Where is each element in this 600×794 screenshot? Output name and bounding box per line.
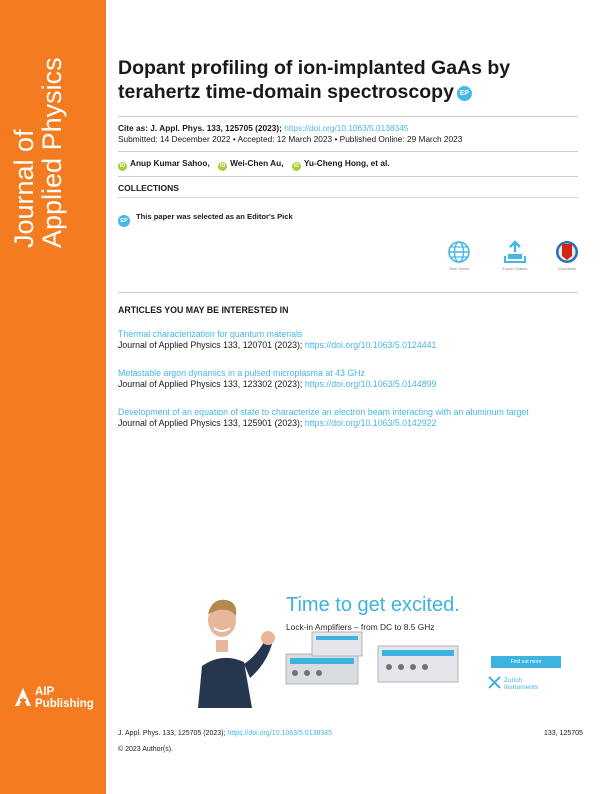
divider <box>118 151 578 152</box>
editors-pick-text: This paper was selected as an Editor's Pick <box>136 212 293 221</box>
view-online-label: View Online <box>448 267 470 271</box>
paper-title-text: Dopant profiling of ion-implanted GaAs by terahertz time-domain spectroscopy <box>118 57 511 103</box>
brand-line1: Zurich <box>504 677 523 684</box>
journal-name-line2: Applied Physics <box>37 57 67 248</box>
footer-copyright: © 2023 Author(s). <box>118 746 173 753</box>
related-article-doi-link[interactable]: https://doi.org/10.1063/5.0124441 <box>304 340 437 350</box>
lock-in-amplifier-illustration <box>282 628 462 688</box>
related-article <box>118 407 578 429</box>
orcid-icon[interactable]: iD <box>120 163 125 169</box>
view-online-button[interactable] <box>439 240 479 271</box>
cite-text: J. Appl. Phys. 133, 125705 (2023); <box>150 123 282 133</box>
cite-label: Cite as: <box>118 123 148 133</box>
publication-dates: Submitted: 14 December 2022 • Accepted: 12 March 2023 • Published Online: 29 March 2023 <box>118 134 463 144</box>
related-article-doi-link[interactable]: https://doi.org/10.1063/5.0142922 <box>304 418 437 428</box>
author-link[interactable]: Anup Kumar Sahoo, <box>130 158 210 168</box>
aip-logo-line1: AIP <box>35 686 55 698</box>
divider <box>118 292 578 293</box>
cite-doi-link[interactable]: https://doi.org/10.1063/5.0138345 <box>284 123 409 133</box>
journal-sidebar <box>0 0 106 794</box>
export-citation-button[interactable] <box>495 240 535 271</box>
divider <box>118 176 578 177</box>
editors-pick-badge-icon[interactable]: EP <box>457 86 472 101</box>
related-article <box>118 329 578 351</box>
export-icon <box>502 240 528 264</box>
related-article-title-link[interactable]: Thermal characterization for quantum materials <box>118 329 303 339</box>
crossmark-button[interactable] <box>547 240 587 271</box>
orcid-icon[interactable]: iD <box>293 163 299 169</box>
paper-title <box>118 56 578 104</box>
find-out-more-button[interactable]: Find out more <box>491 656 561 668</box>
related-article-title-link[interactable]: Development of an equation of state to characterize an electron beam interacting with an aluminum target <box>118 407 529 417</box>
author-list <box>118 158 396 171</box>
footer-doi-link[interactable]: https://doi.org/10.1063/5.0138345 <box>227 730 333 737</box>
aip-logo-line2: Publishing <box>35 698 94 710</box>
crossmark-label: CrossMark <box>557 267 577 271</box>
related-articles-heading: ARTICLES YOU MAY BE INTERESTED IN <box>118 305 289 315</box>
export-citation-label: Export Citation <box>502 267 528 271</box>
aip-logo-icon <box>14 687 32 707</box>
divider <box>118 197 578 198</box>
divider <box>118 116 578 117</box>
related-article-title-link[interactable]: Metastable argon dynamics in a pulsed microplasma at 43 GHz <box>118 368 365 378</box>
author-link[interactable]: Wei-Chen Au, <box>230 158 284 168</box>
related-article-cite: Journal of Applied Physics 133, 120701 (2023); <box>118 340 303 350</box>
person-illustration <box>178 582 288 708</box>
related-article-cite: Journal of Applied Physics 133, 123302 (2023); <box>118 379 303 389</box>
editors-pick-note <box>118 212 293 227</box>
brand-line2: Instruments <box>504 684 538 691</box>
footer-cite: J. Appl. Phys. 133, 125705 (2023); <box>118 730 226 737</box>
orcid-icon[interactable]: iD <box>220 163 226 169</box>
crossmark-icon <box>555 240 579 264</box>
author-link[interactable]: Yu-Cheng Hong, et al. <box>303 158 390 168</box>
journal-name-line1: Journal of <box>9 129 39 248</box>
collections-heading: COLLECTIONS <box>118 183 179 193</box>
ad-subline: Lock-in Amplifiers – from DC to 8.5 GHz <box>286 622 435 632</box>
related-article-doi-link[interactable]: https://doi.org/10.1063/5.0144899 <box>304 379 437 389</box>
related-article-cite: Journal of Applied Physics 133, 125901 (2023); <box>118 418 303 428</box>
advertisement-banner[interactable] <box>178 582 578 708</box>
related-article <box>118 368 578 390</box>
journal-name <box>10 57 66 248</box>
footer-page-number: 133, 125705 <box>544 730 583 737</box>
editors-pick-icon: EP <box>118 215 130 227</box>
footer-citation <box>118 730 332 737</box>
ad-headline: Time to get excited. <box>286 594 460 616</box>
zurich-instruments-icon <box>488 676 501 689</box>
globe-icon <box>447 240 471 264</box>
